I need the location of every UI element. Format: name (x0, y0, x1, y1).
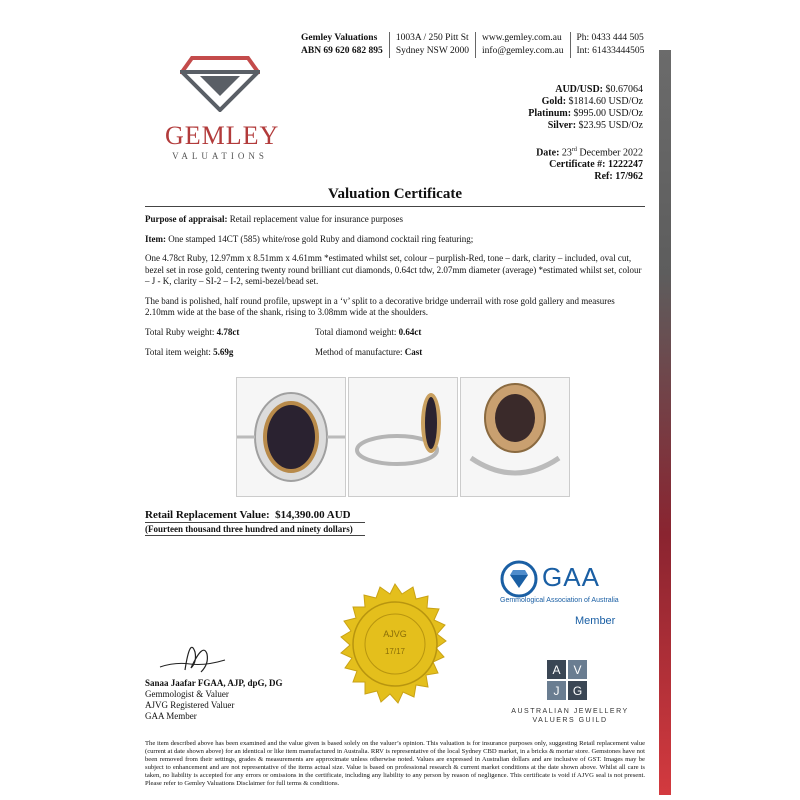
ruby-weight: Total Ruby weight: 4.78ct (145, 326, 240, 337)
certificate-number: Certificate #: 1222247 (549, 159, 643, 171)
gemley-logo (165, 56, 280, 161)
weight-row (145, 327, 645, 339)
svg-text:AJVG: AJVG (383, 629, 407, 639)
ring-photo-side (348, 377, 458, 497)
gaa-subtitle: Gemmological Association of Australia (500, 597, 619, 604)
svg-text:V: V (573, 663, 582, 677)
weight-row (145, 347, 645, 359)
ajvg-caption: AUSTRALIAN JEWELLERY VALUERS GUILD (511, 708, 629, 724)
gaa-wordmark: GAA (542, 562, 600, 592)
signer-role: Gemmologist & Valuer (145, 689, 229, 699)
certificate-body (145, 214, 645, 368)
certificate-page (135, 22, 655, 792)
rate-row: Silver: $23.95 USD/Oz (547, 120, 643, 131)
rrv-divider (145, 522, 365, 523)
intl-phone-number: Int: 61433444505 (576, 46, 645, 56)
svg-text:A: A (552, 663, 561, 677)
signer-role: GAA Member (145, 711, 197, 721)
gaa-member-label: Member (575, 615, 616, 627)
website-link[interactable]: www.gemley.com.au (482, 33, 562, 43)
purpose: Purpose of appraisal: Retail replacement value for insurance purposes (145, 214, 403, 224)
diamond-weight: Total diamond weight: 0.64ct (315, 326, 422, 337)
ring-photo-back (460, 377, 570, 497)
signer-block (145, 678, 283, 722)
letterhead-contact (295, 32, 650, 58)
item-weight: Total item weight: 5.69g (145, 347, 234, 357)
svg-text:G: G (572, 684, 583, 698)
manufacture-method: Method of manufacture: Cast (315, 347, 423, 357)
signature-icon (155, 632, 235, 677)
company-name: Gemley Valuations (301, 33, 378, 43)
rate-row: Platinum: $995.00 USD/Oz (528, 108, 643, 119)
rrv-amount: $14,390.00 AUD (275, 509, 351, 521)
certificate-meta (536, 144, 643, 183)
rrv-divider (145, 535, 365, 536)
retail-replacement-value: Retail Replacement Value: $14,390.00 AUD (145, 509, 351, 521)
svg-text:17/17: 17/17 (384, 647, 406, 656)
metal-rates (528, 84, 643, 132)
title-divider (145, 206, 645, 207)
rrv-in-words: (Fourteen thousand three hundred and ninety dollars) (145, 524, 353, 534)
certificate-ref: Ref: 17/962 (594, 171, 643, 183)
signer-name: Sanaa Jaafar FGAA, AJP, dpG, DG (145, 678, 283, 688)
signer-role: AJVG Registered Valuer (145, 700, 235, 710)
rate-row: AUD/USD: $0.67064 (555, 84, 643, 95)
ring-photos (236, 377, 570, 497)
address-line1: 1003A / 250 Pitt St (395, 33, 469, 43)
diamond-logo-icon (180, 56, 260, 112)
company-abn: ABN 69 620 682 895 (301, 46, 383, 56)
rate-row: Gold: $1814.60 USD/Oz (541, 96, 643, 107)
svg-text:J: J (553, 684, 560, 698)
logo-subtitle: VALUATIONS (172, 151, 268, 161)
decorative-side-strip (659, 50, 671, 795)
item-description: One 4.78ct Ruby, 12.97mm x 8.51mm x 4.61mm *estimated whilst set, colour – purplish-Red, tone – dark, clarity – included, oval cut, bezel set in rose gold, centering twenty round brilliant cut diamonds, 0.64ct tdw, 2.07mm diameter (average) *estimated whilst set, colour – J - K, clarity – SI-2 – I-2, semi-bezel/bead set. (145, 253, 642, 286)
ring-photo-top (236, 377, 346, 497)
page-title: Valuation Certificate (327, 186, 462, 202)
address-line2: Sydney NSW 2000 (395, 46, 470, 56)
email-link[interactable]: info@gemley.com.au (482, 46, 564, 56)
disclaimer-text: The item described above has been examined and the value given is based solely on the valuer’s opinion. This valuation is for insurance purposes only, suggesting Retail replacement value (current at date shown above) for an identical or like item manufactured in Australia. RRV is representative of the local Sydney CBD market, in a bricks & mortar store. Gemstones have not been removed from their settings, grades & measurements are approximate unless otherwise noted. Values are expressed in Australian dollars and are inclusive of GST. Images may be subject to enhancement and are not representative of the items actual size. Value is based on professional research & current market conditions at the date shown above. Whilst all care is taken, no liability is accepted for any errors or omissions in the certificate, including any liability to any person by reason of negligence. This certificate is void if AJVG seal is not present. Please refer to Gemley Valuations Disclaimer for full terms & conditions. (145, 740, 645, 787)
phone-number: Ph: 0433 444 505 (576, 33, 644, 43)
ajvg-logo-icon (547, 660, 587, 700)
certificate-date: Date: 23rd December 2022 (536, 147, 643, 159)
item-summary: Item: One stamped 14CT (585) white/rose gold Ruby and diamond cocktail ring featuring; (145, 233, 474, 244)
ajvg-gold-seal-icon (330, 582, 460, 712)
gaa-emblem-icon (500, 560, 538, 598)
logo-wordmark: GEMLEY (165, 121, 280, 150)
band-description: The band is polished, half round profile, upswept in a ‘v’ split to a decorative bridge underrail with rose gold gallery and measures 2.10mm wide at the base of the shank, rising to 3.08mm wide at the shoulders. (145, 295, 615, 317)
